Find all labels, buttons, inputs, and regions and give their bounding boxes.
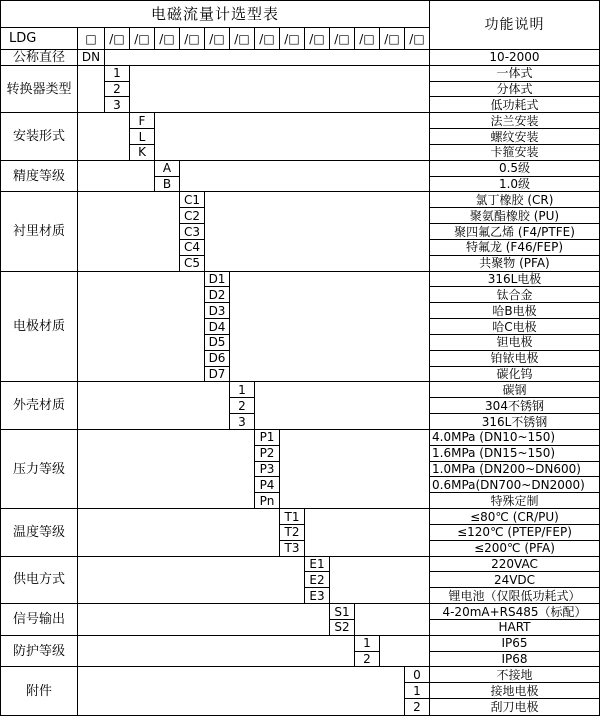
desc-cell-protection-class-1: IP68 bbox=[430, 652, 599, 668]
code-slot-box-9: /□ bbox=[305, 28, 330, 50]
desc-cell-housing-material-0: 碳钢 bbox=[430, 382, 599, 398]
desc-cell-housing-material-1: 304不锈钢 bbox=[430, 398, 599, 414]
code-cell-power-supply-E3: E3 bbox=[305, 588, 330, 604]
desc-cell-pressure-class-3: 0.6MPa(DN700~DN2000) bbox=[430, 477, 599, 493]
desc-cell-power-supply-2: 锂电池（仅限低功耗式） bbox=[430, 588, 599, 604]
empty-region bbox=[280, 430, 430, 509]
desc-cell-pressure-class-4: 特殊定制 bbox=[430, 493, 599, 509]
code-cell-accuracy-class-B: B bbox=[155, 177, 180, 193]
empty-region bbox=[205, 192, 430, 271]
group-label-nominal-diameter: 公称直径 bbox=[1, 50, 78, 66]
desc-cell-electrode-material-1: 钛合金 bbox=[430, 287, 599, 303]
code-cell-converter-type-3: 3 bbox=[105, 97, 130, 113]
desc-cell-pressure-class-0: 4.0MPa (DN10~150) bbox=[430, 430, 599, 446]
code-cell-pressure-class-P1: P1 bbox=[255, 430, 280, 446]
desc-cell-lining-material-1: 聚氨酯橡胶 (PU) bbox=[430, 208, 599, 224]
code-cell-install-form-L: L bbox=[130, 129, 155, 145]
code-cell-temperature-class-T1: T1 bbox=[280, 509, 305, 525]
desc-cell-power-supply-1: 24VDC bbox=[430, 572, 599, 588]
desc-cell-temperature-class-0: ≤80℃ (CR/PU) bbox=[430, 509, 599, 525]
code-cell-nominal-diameter-DN: DN bbox=[78, 50, 105, 66]
desc-cell-accuracy-class-0: 0.5级 bbox=[430, 161, 599, 177]
desc-cell-converter-type-1: 分体式 bbox=[430, 82, 599, 98]
code-cell-lining-material-C3: C3 bbox=[180, 224, 205, 240]
group-label-electrode-material: 电极材质 bbox=[1, 272, 78, 383]
code-slot-box-4: /□ bbox=[180, 28, 205, 50]
code-slot-box-7: /□ bbox=[255, 28, 280, 50]
empty-region bbox=[355, 604, 430, 636]
desc-cell-install-form-0: 法兰安装 bbox=[430, 113, 599, 129]
desc-cell-converter-type-2: 低功耗式 bbox=[430, 97, 599, 113]
desc-cell-nominal-diameter-0: 10-2000 bbox=[430, 50, 599, 66]
group-label-install-form: 安装形式 bbox=[1, 113, 78, 161]
code-cell-pressure-class-Pn: Pn bbox=[255, 493, 280, 509]
code-cell-pressure-class-P3: P3 bbox=[255, 462, 280, 478]
code-cell-accessories-1: 1 bbox=[405, 683, 430, 699]
group-label-protection-class: 防护等级 bbox=[1, 636, 78, 668]
empty-region bbox=[78, 66, 105, 114]
desc-cell-converter-type-0: 一体式 bbox=[430, 66, 599, 82]
code-cell-protection-class-1: 1 bbox=[355, 636, 380, 652]
empty-region bbox=[78, 382, 230, 430]
code-slot-box-2: /□ bbox=[130, 28, 155, 50]
group-label-temperature-class: 温度等级 bbox=[1, 509, 78, 557]
code-cell-electrode-material-D7: D7 bbox=[205, 367, 230, 383]
desc-cell-electrode-material-5: 铂铱电极 bbox=[430, 351, 599, 367]
empty-region bbox=[78, 161, 155, 193]
desc-cell-lining-material-3: 特氟龙 (F46/FEP) bbox=[430, 240, 599, 256]
code-slot-box-3: /□ bbox=[155, 28, 180, 50]
desc-cell-accuracy-class-1: 1.0级 bbox=[430, 177, 599, 193]
group-label-accessories: 附件 bbox=[1, 667, 78, 715]
code-cell-housing-material-1: 1 bbox=[230, 382, 255, 398]
code-cell-accuracy-class-A: A bbox=[155, 161, 180, 177]
code-cell-protection-class-2: 2 bbox=[355, 652, 380, 668]
code-slot-box-6: /□ bbox=[230, 28, 255, 50]
desc-cell-accessories-0: 不接地 bbox=[430, 667, 599, 683]
code-cell-lining-material-C2: C2 bbox=[180, 208, 205, 224]
desc-cell-temperature-class-2: ≤200℃ (PFA) bbox=[430, 541, 599, 557]
empty-region bbox=[78, 557, 305, 605]
empty-region bbox=[78, 604, 330, 636]
code-slot-box-8: /□ bbox=[280, 28, 305, 50]
code-cell-converter-type-1: 1 bbox=[105, 66, 130, 82]
empty-region bbox=[78, 636, 355, 668]
empty-region bbox=[180, 161, 430, 193]
code-cell-pressure-class-P4: P4 bbox=[255, 477, 280, 493]
code-cell-housing-material-2: 2 bbox=[230, 398, 255, 414]
code-cell-lining-material-C4: C4 bbox=[180, 240, 205, 256]
desc-cell-install-form-2: 卡箍安装 bbox=[430, 145, 599, 161]
code-cell-signal-output-S2: S2 bbox=[330, 620, 355, 636]
code-cell-converter-type-2: 2 bbox=[105, 82, 130, 98]
code-cell-temperature-class-T2: T2 bbox=[280, 525, 305, 541]
code-slot-box-13: /□ bbox=[405, 28, 430, 50]
code-cell-install-form-F: F bbox=[130, 113, 155, 129]
empty-region bbox=[78, 667, 405, 715]
model-code-prefix: LDG bbox=[1, 28, 78, 50]
desc-cell-electrode-material-4: 钽电极 bbox=[430, 335, 599, 351]
model-code-box: □ bbox=[78, 28, 105, 50]
code-cell-accessories-0: 0 bbox=[405, 667, 430, 683]
desc-cell-pressure-class-1: 1.6MPa (DN15~150) bbox=[430, 446, 599, 462]
desc-cell-accessories-1: 接地电极 bbox=[430, 683, 599, 699]
empty-region bbox=[230, 272, 430, 383]
code-slot-box-10: /□ bbox=[330, 28, 355, 50]
desc-cell-electrode-material-0: 316L电极 bbox=[430, 272, 599, 288]
desc-cell-power-supply-0: 220VAC bbox=[430, 557, 599, 573]
desc-cell-signal-output-1: HART bbox=[430, 620, 599, 636]
code-cell-electrode-material-D2: D2 bbox=[205, 287, 230, 303]
desc-cell-install-form-1: 螺纹安装 bbox=[430, 129, 599, 145]
table-title: 电磁流量计选型表 bbox=[1, 1, 430, 28]
code-cell-power-supply-E1: E1 bbox=[305, 557, 330, 573]
empty-region bbox=[305, 509, 430, 557]
code-slot-box-11: /□ bbox=[355, 28, 380, 50]
code-cell-electrode-material-D1: D1 bbox=[205, 272, 230, 288]
empty-region bbox=[78, 509, 280, 557]
code-cell-lining-material-C5: C5 bbox=[180, 256, 205, 272]
empty-region bbox=[130, 66, 430, 114]
empty-region bbox=[155, 113, 430, 161]
code-cell-electrode-material-D6: D6 bbox=[205, 351, 230, 367]
desc-cell-electrode-material-2: 哈B电极 bbox=[430, 303, 599, 319]
code-cell-housing-material-3: 3 bbox=[230, 414, 255, 430]
code-cell-power-supply-E2: E2 bbox=[305, 572, 330, 588]
code-cell-electrode-material-D4: D4 bbox=[205, 319, 230, 335]
code-cell-accessories-2: 2 bbox=[405, 699, 430, 715]
group-label-pressure-class: 压力等级 bbox=[1, 430, 78, 509]
function-column-header: 功能说明 bbox=[430, 1, 599, 50]
code-slot-box-5: /□ bbox=[205, 28, 230, 50]
code-slot-box-1: /□ bbox=[105, 28, 130, 50]
code-cell-lining-material-C1: C1 bbox=[180, 192, 205, 208]
group-label-converter-type: 转换器类型 bbox=[1, 66, 78, 114]
empty-region bbox=[78, 272, 205, 383]
desc-cell-electrode-material-6: 碳化钨 bbox=[430, 367, 599, 383]
empty-region bbox=[380, 636, 430, 668]
group-label-lining-material: 衬里材质 bbox=[1, 192, 78, 271]
code-cell-electrode-material-D5: D5 bbox=[205, 335, 230, 351]
code-cell-install-form-K: K bbox=[130, 145, 155, 161]
empty-region bbox=[105, 50, 430, 66]
empty-region bbox=[330, 557, 430, 605]
group-label-housing-material: 外壳材质 bbox=[1, 382, 78, 430]
desc-cell-lining-material-0: 氯丁橡胶 (CR) bbox=[430, 192, 599, 208]
desc-cell-lining-material-2: 聚四氟乙烯 (F4/PTFE) bbox=[430, 224, 599, 240]
group-label-accuracy-class: 精度等级 bbox=[1, 161, 78, 193]
empty-region bbox=[255, 382, 430, 430]
desc-cell-housing-material-2: 316L不锈钢 bbox=[430, 414, 599, 430]
code-cell-signal-output-S1: S1 bbox=[330, 604, 355, 620]
code-cell-electrode-material-D3: D3 bbox=[205, 303, 230, 319]
desc-cell-pressure-class-2: 1.0MPa (DN200~DN600) bbox=[430, 462, 599, 478]
code-cell-temperature-class-T3: T3 bbox=[280, 541, 305, 557]
desc-cell-temperature-class-1: ≤120℃ (PTEP/FEP) bbox=[430, 525, 599, 541]
code-slot-box-12: /□ bbox=[380, 28, 405, 50]
desc-cell-protection-class-0: IP65 bbox=[430, 636, 599, 652]
desc-cell-lining-material-4: 共聚物 (PFA) bbox=[430, 256, 599, 272]
empty-region bbox=[78, 430, 255, 509]
group-label-power-supply: 供电方式 bbox=[1, 557, 78, 605]
desc-cell-signal-output-0: 4-20mA+RS485（标配） bbox=[430, 604, 599, 620]
code-cell-pressure-class-P2: P2 bbox=[255, 446, 280, 462]
desc-cell-accessories-2: 刮刀电极 bbox=[490, 700, 539, 715]
group-label-signal-output: 信号输出 bbox=[1, 604, 78, 636]
empty-region bbox=[78, 113, 130, 161]
empty-region bbox=[78, 192, 180, 271]
desc-cell-electrode-material-3: 哈C电极 bbox=[430, 319, 599, 335]
